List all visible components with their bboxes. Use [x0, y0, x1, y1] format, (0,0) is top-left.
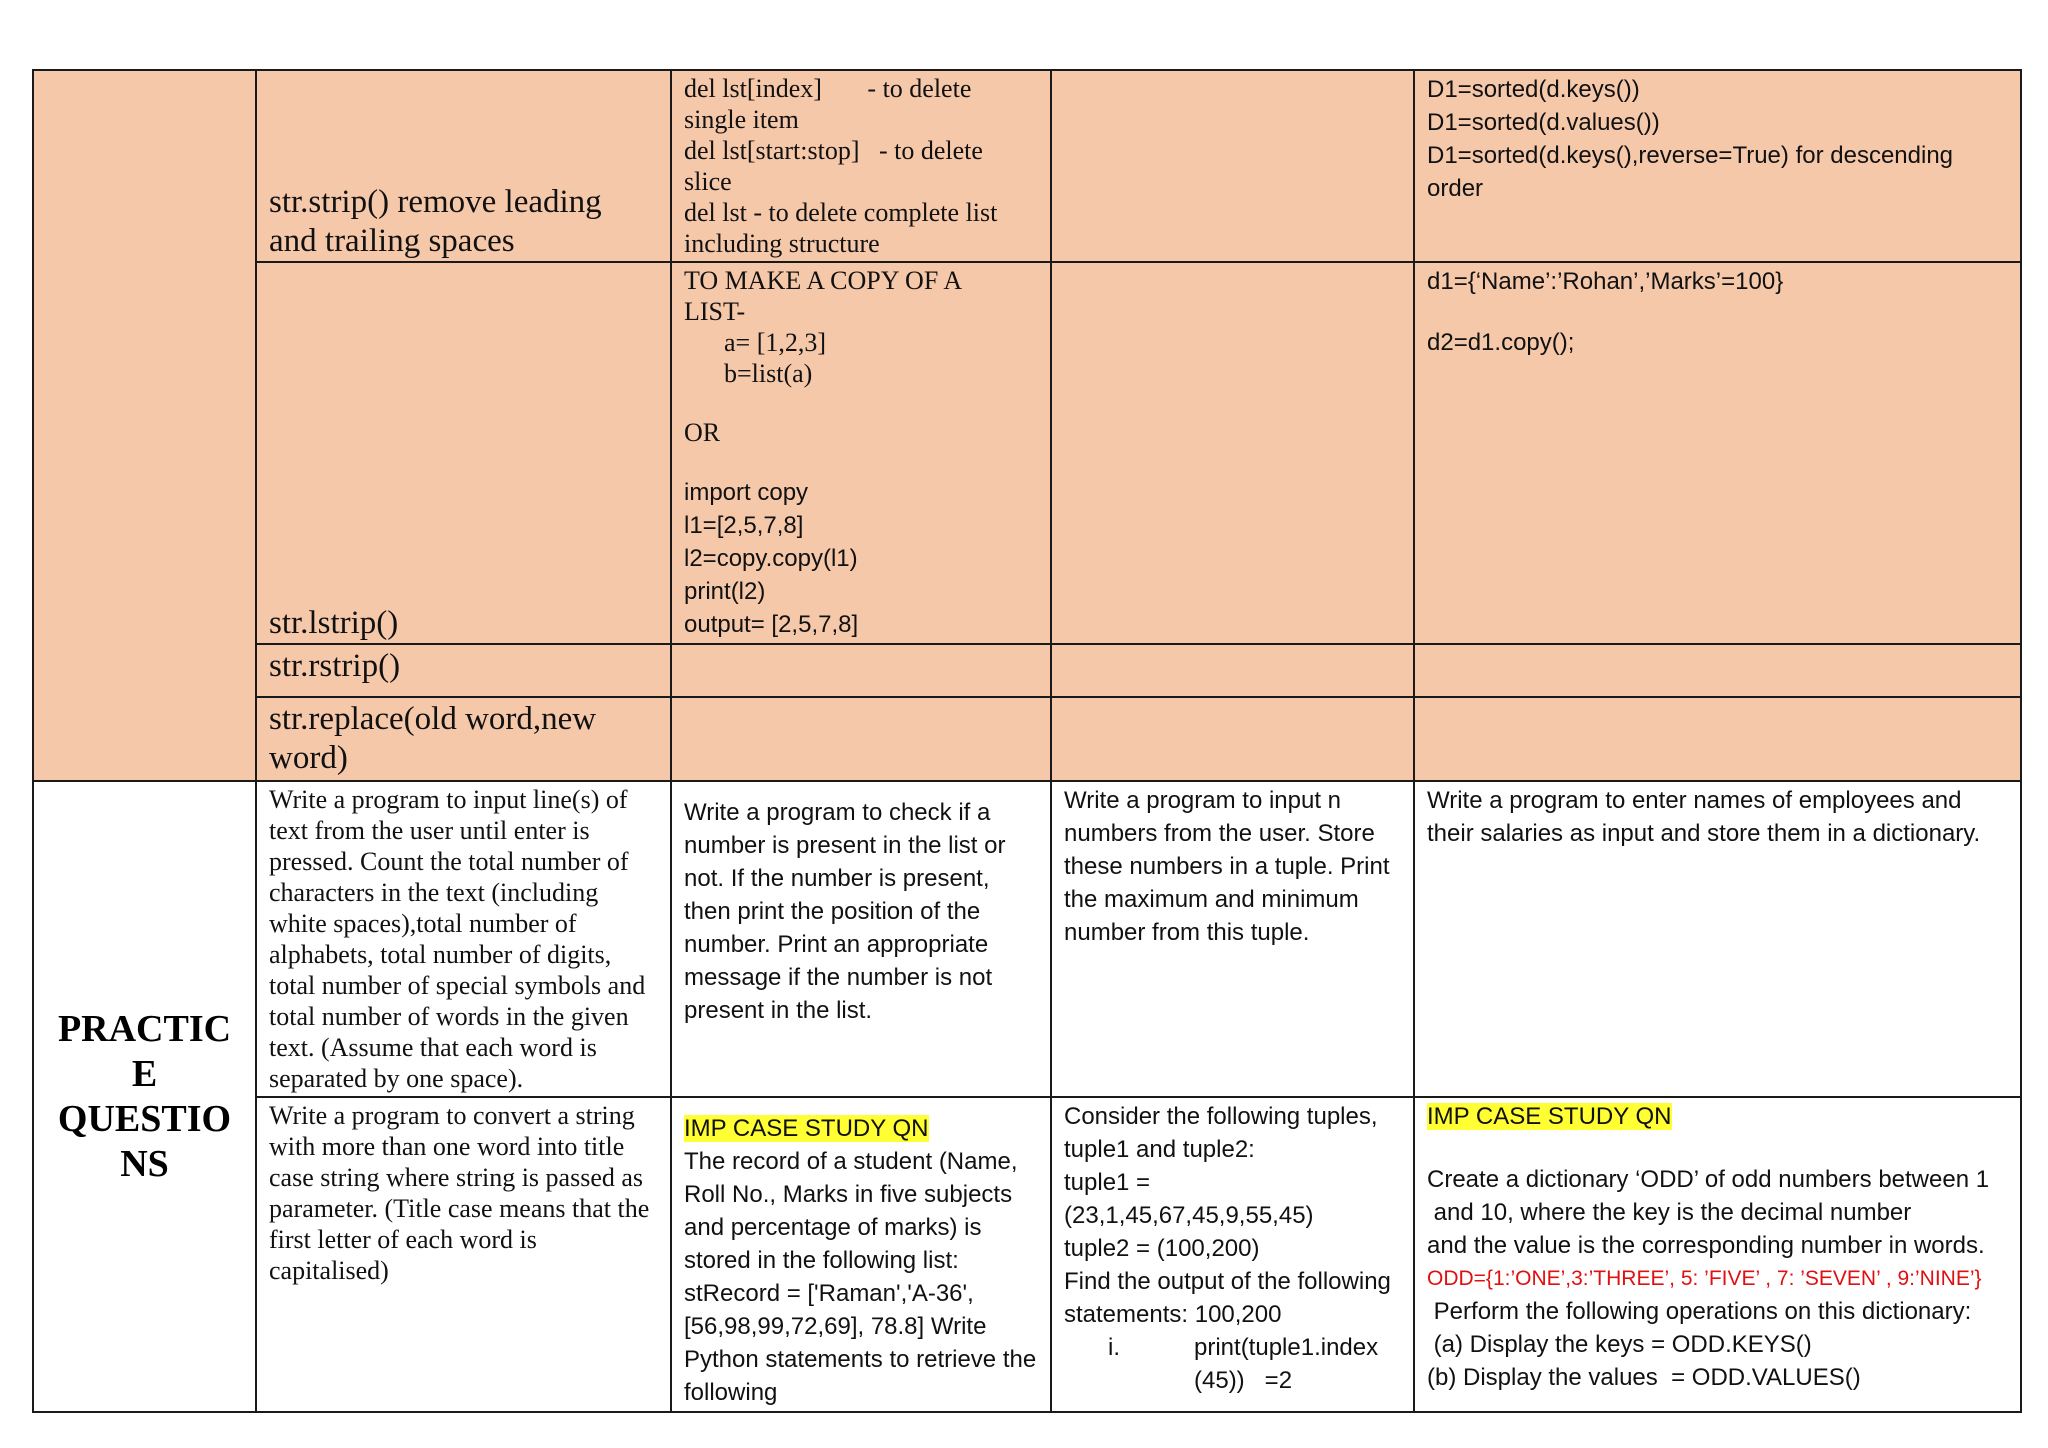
empty-cell	[1414, 644, 2021, 697]
practice-questions-label: PRACTIC E QUESTIO NS	[33, 781, 256, 1412]
delete-list-cell: del lst[index] - to delete single item del lst[start:stop] - to delete slice del lst - to delete complete list including structure	[671, 70, 1051, 262]
empty-cell	[1414, 697, 2021, 781]
empty-cell	[1051, 697, 1414, 781]
rstrip-cell: str.rstrip()	[256, 644, 671, 697]
question-search-list: Write a program to check if a number is present in the list or not. If the number is present, then print the position of the number. Print an appropriate message if the number is not present in the list.	[671, 781, 1051, 1097]
empty-cell	[671, 644, 1051, 697]
table-row	[33, 781, 2021, 1097]
table-row	[33, 644, 2021, 697]
notes-table	[32, 69, 2022, 1413]
question-tuple-max-min: Write a program to input n numbers from the user. Store these numbers in a tuple. Print the maximum and minimum number from this tuple.	[1051, 781, 1414, 1097]
table-row	[33, 1097, 2021, 1412]
dict-copy-cell: d1={‘Name’:’Rohan’,’Marks’=100} d2=d1.copy();	[1414, 262, 2021, 644]
question-count-characters: Write a program to input line(s) of text from the user until enter is pressed. Count the total number of characters in the text (including white spaces),total number of alphabets, total number of digits, total number of special symbols and total number of words in the given text. (Assume that each word is separated by one space).	[256, 781, 671, 1097]
question-odd-dict: IMP CASE STUDY QN Create a dictionary ‘ODD’ of odd numbers between 1 and 10, where the key is the decimal number and the value is the corresponding number in words. ODD={1:’ONE’,3:’THREE’, 5: ’FIVE’ , 7: ’SEVEN’ , 9:’NINE’} Perform the following operations on this dictionary: (a) Display the keys = ODD.KEYS() (b) Display the values = ODD.VALUES()	[1414, 1097, 2021, 1412]
empty-cell	[1051, 644, 1414, 697]
table-row	[33, 70, 2021, 262]
strip-cell: str.strip() remove leading and trailing spaces	[256, 70, 671, 262]
lstrip-cell: str.lstrip()	[256, 262, 671, 644]
section-blank-cell	[33, 70, 256, 781]
case-study-highlight: IMP CASE STUDY QN	[684, 1115, 929, 1142]
empty-cell	[1051, 70, 1414, 262]
question-title-case: Write a program to convert a string with more than one word into title case string where string is passed as parameter. (Title case means that the first letter of each word is capitalised)	[256, 1097, 671, 1412]
sorted-dict-cell: D1=sorted(d.keys()) D1=sorted(d.values()) D1=sorted(d.keys(),reverse=True) for descending order	[1414, 70, 2021, 262]
table-row	[33, 697, 2021, 781]
question-student-record: IMP CASE STUDY QN The record of a student (Name, Roll No., Marks in five subjects and percentage of marks) is stored in the following list: stRecord = ['Raman','A-36',[56,98,99,72,69], 78.8] Write Python statements to retrieve the following	[671, 1097, 1051, 1412]
empty-cell	[1051, 262, 1414, 644]
copy-list-cell: TO MAKE A COPY OF A LIST- a= [1,2,3] b=list(a) OR import copy l1=[2,5,7,8] l2=copy.copy(l1) print(l2) output= [2,5,7,8]	[671, 262, 1051, 644]
empty-cell	[671, 697, 1051, 781]
table-row	[33, 262, 2021, 644]
case-study-highlight: IMP CASE STUDY QN	[1427, 1103, 1672, 1130]
replace-cell: str.replace(old word,new word)	[256, 697, 671, 781]
question-tuples: Consider the following tuples, tuple1 and tuple2: tuple1 = (23,1,45,67,45,9,55,45) tuple2 = (100,200) Find the output of the following statements: 100,200 i. print(tuple1.index (45)) =2	[1051, 1097, 1414, 1412]
question-employee-dict: Write a program to enter names of employees and their salaries as input and store them in a dictionary.	[1414, 781, 2021, 1097]
